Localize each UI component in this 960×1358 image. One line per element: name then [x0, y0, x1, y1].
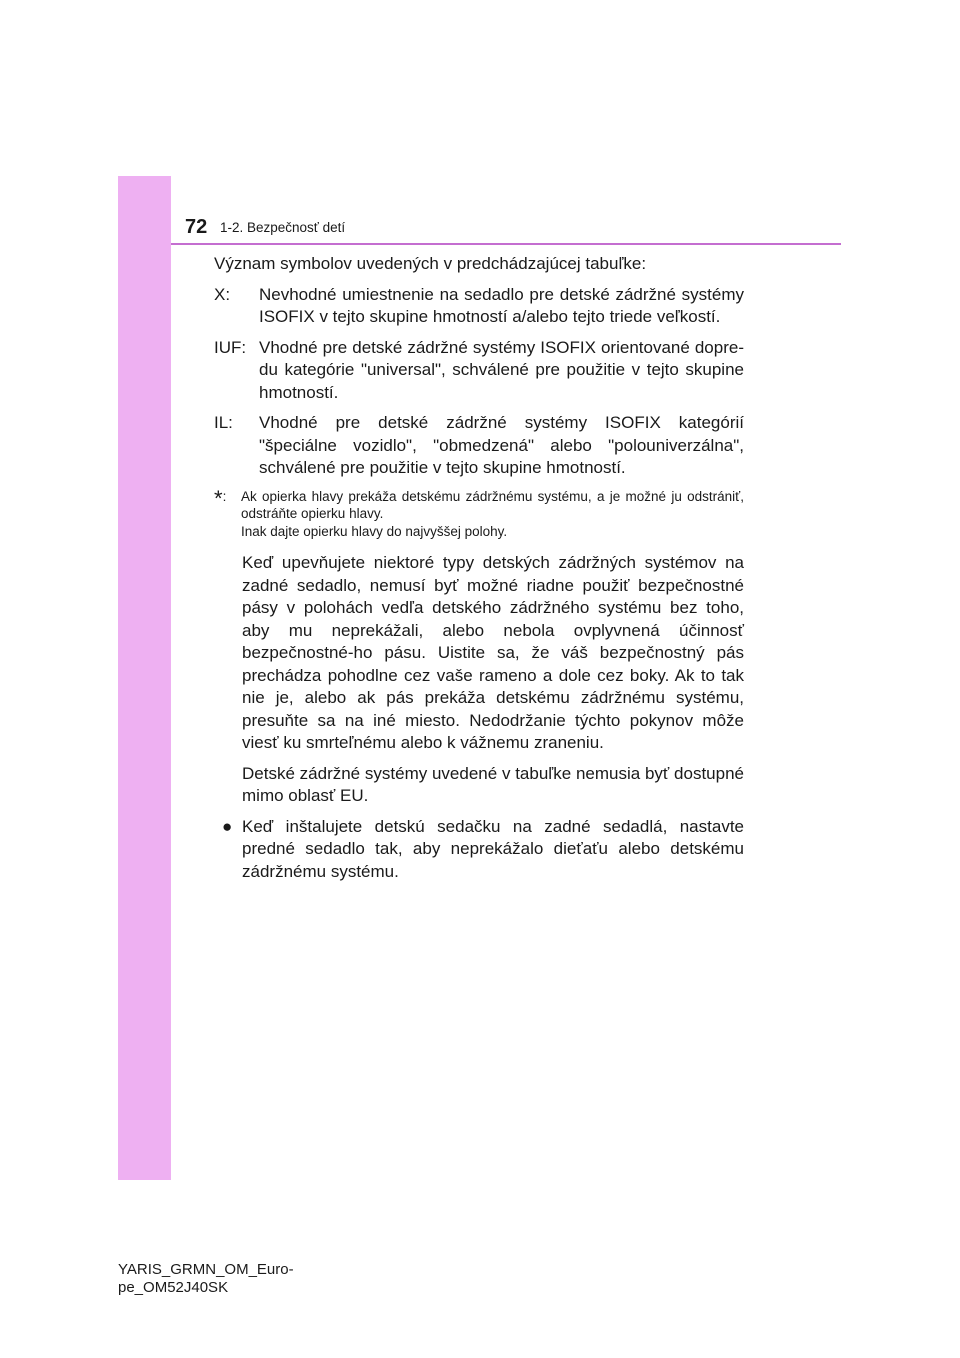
footnote-star: *	[214, 485, 223, 511]
definition-text: Vhodné pre detské zádržné systémy ISOFIX kategórií "špeciálne vozidlo", "obmedzená" alebo "polouniverzálna", schválené pre použitie v tejto skupine hmotností.	[259, 413, 744, 477]
footnote-text: Inak dajte opierku hlavy do najvyššej polohy.	[241, 523, 508, 539]
footnote-marker	[214, 485, 241, 541]
footnote-text: Ak opierka hlavy prekáža detskému zádržnému systému, a je možné ju odstrániť, odstráňte opierku hlavy.	[241, 488, 744, 521]
footnote	[214, 485, 744, 541]
document-footer	[118, 1261, 294, 1297]
chapter-side-tab	[118, 176, 171, 1180]
definition-il	[214, 412, 744, 480]
page-content	[214, 253, 744, 883]
bullet-icon: ●	[222, 816, 233, 836]
page-number: 72	[185, 216, 208, 238]
availability-paragraph: Detské zádržné systémy uvedené v tabuľke nemusia byť dostupné mimo oblasť EU.	[242, 763, 744, 805]
footnote-colon: :	[222, 488, 227, 504]
header-divider	[171, 243, 841, 245]
footer-line: pe_OM52J40SK	[118, 1279, 229, 1296]
footnote-body	[241, 488, 744, 541]
definition-text: Vhodné pre detské zádržné systémy ISOFIX orientované dopre-du kategórie "universal", schválené pre použitie v tejto skupine hmotností.	[259, 337, 744, 402]
footer-line: YARIS_GRMN_OM_Euro-	[118, 1261, 294, 1278]
definition-term: IL:	[214, 413, 233, 432]
definition-term: X:	[214, 284, 231, 304]
definition-iuf	[214, 337, 744, 405]
definition-x	[214, 284, 744, 329]
section-title: 1-2. Bezpečnosť detí	[220, 220, 346, 235]
intro-text: Význam symbolov uvedených v predchádzajúcej tabuľke:	[214, 254, 647, 273]
bullet-text: Keď inštalujete detskú sedačku na zadné sedadlá, nastavte predné sedadlo tak, aby neprekážalo dieťaťu alebo detskému zádržnému systému.	[242, 816, 744, 881]
definition-text: Nevhodné umiestnenie na sedadlo pre detské zádržné systémy ISOFIX v tejto skupine hmotností a/alebo tejto triede veľkostí.	[259, 284, 744, 326]
bullet-item	[214, 816, 744, 884]
warning-paragraph: Keď upevňujete niektoré typy detských zádržných systémov na zadné sedadlo, nemusí byť možné riadne použiť bezpečnostné pásy v polohách vedľa detského zádržného systému bez toho, aby mu neprekážali, alebo nebola ovplyvnená účinnosť bezpečnostné-ho pásu. Uistite sa, že váš bezpečnostný pás prechádza pohodlne cez vaše rameno a dole cez boky. Ak to tak nie je, alebo ak pás prekáža detskému zádržnému systému, presuňte sa na iné miesto. Nedodržanie týchto pokynov môže viesť ku smrteľnému alebo k vážnemu zraneniu.	[242, 553, 744, 752]
definition-term: IUF:	[214, 337, 247, 357]
